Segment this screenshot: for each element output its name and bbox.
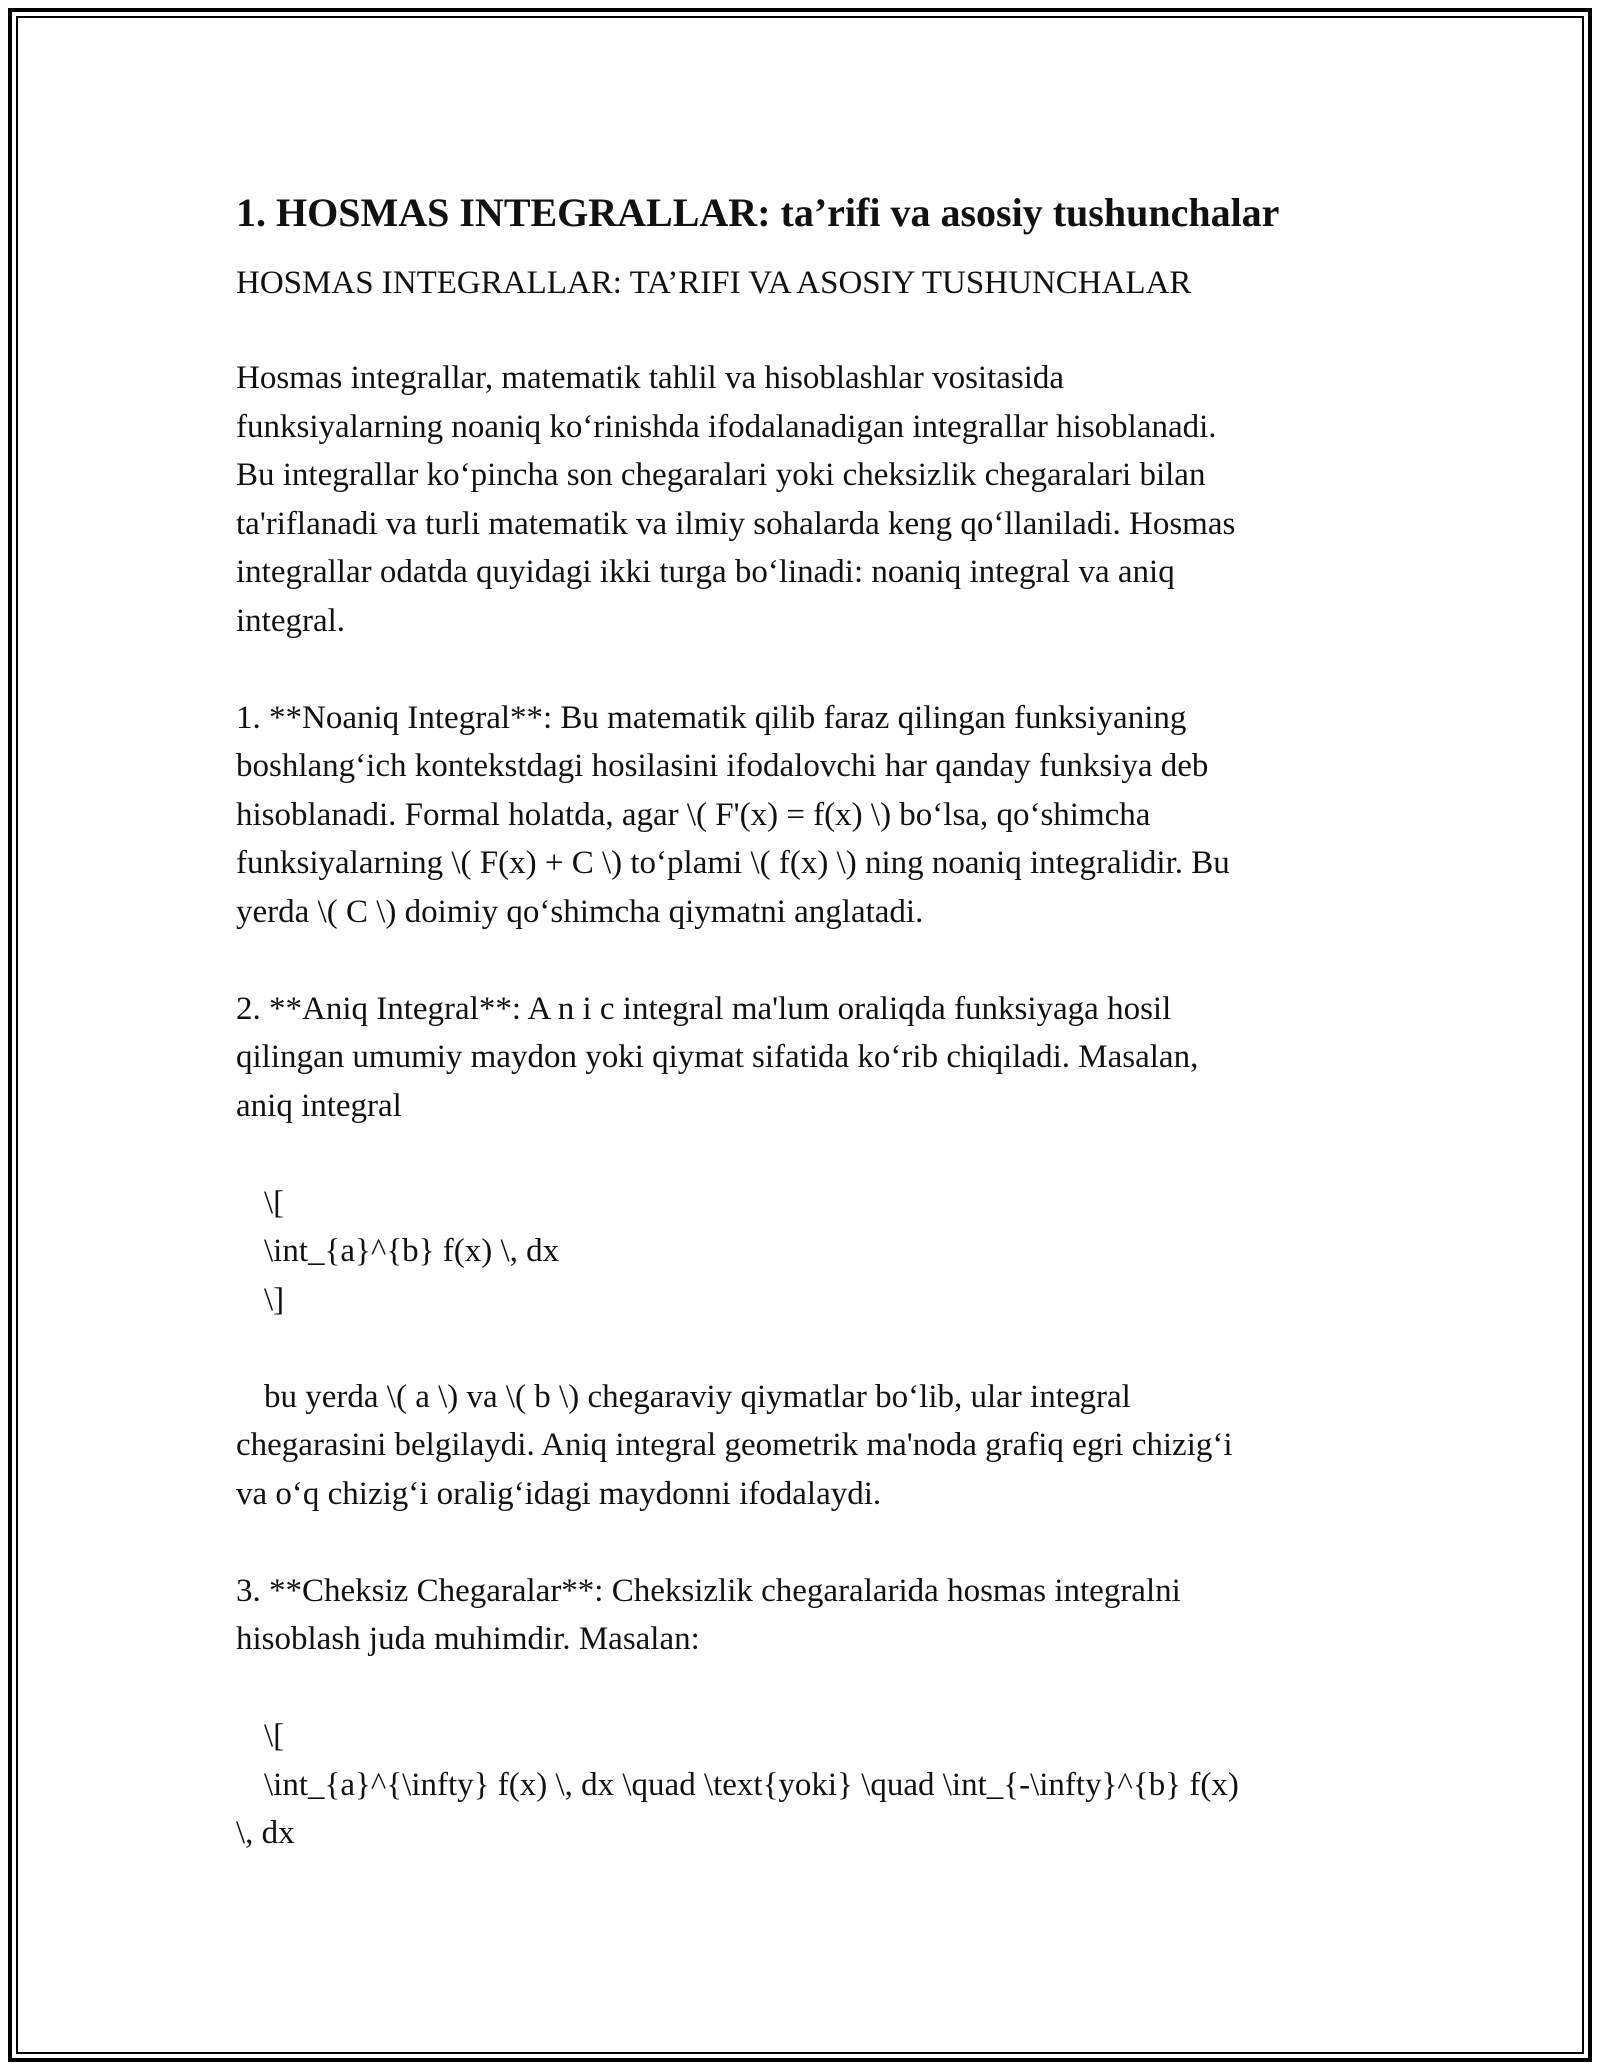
formula-line: \[ <box>264 1718 285 1754</box>
list-item-noaniq-integral <box>236 694 1356 937</box>
formula-line: \[ <box>264 1184 285 1221</box>
formula-line: \] <box>264 1281 285 1318</box>
text-line: funksiyalarning \( F(x) + C \) to‘plami \( f(x) \) ning noaniq integralidir. Bu <box>236 845 1230 881</box>
text-line: Bu integrallar ko‘pincha son chegaralari yoki cheksizlik chegaralari bilan <box>236 457 1206 493</box>
formula-block-improper-integral <box>236 1712 1356 1858</box>
formula-line: \, dx <box>236 1815 295 1851</box>
text-line: funksiyalarning noaniq ko‘rinishda ifodalanadigan integrallar hisoblanadi. <box>236 408 1217 445</box>
text-line: yerda \( C \) doimiy qo‘shimcha qiymatni anglatadi. <box>236 893 924 930</box>
list-item-aniq-integral <box>236 985 1356 1131</box>
text-line: bu yerda \( a \) va \( b \) chegaraviy qiymatlar bo‘lib, ular integral <box>264 1378 1131 1415</box>
text-line: qilingan umumiy maydon yoki qiymat sifatida ko‘rib chiqiladi. Masalan, <box>236 1039 1199 1075</box>
text-line: Hosmas integrallar, matematik tahlil va hisoblashlar vositasida <box>236 360 1065 396</box>
text-line: hisoblanadi. Formal holatda, agar \( F'(x) = f(x) \) bo‘lsa, qo‘shimcha <box>236 796 1151 833</box>
text-line: integrallar odatda quyidagi ikki turga bo‘linadi: noaniq integral va aniq <box>236 554 1175 590</box>
formula-line: \int_{a}^{b} f(x) \, dx <box>264 1233 560 1269</box>
section-heading: 1. HOSMAS INTEGRALLAR: ta’rifi va asosiy tushunchalar <box>236 190 1280 235</box>
text-line: va o‘q chizig‘i oralig‘idagi maydonni ifodalaydi. <box>236 1475 882 1512</box>
text-line: aniq integral <box>236 1087 402 1124</box>
text-line: hisoblash juda muhimdir. Masalan: <box>236 1621 700 1657</box>
document-body <box>236 185 1356 1906</box>
text-line: integral. <box>236 602 346 639</box>
formula-line: \int_{a}^{\infty} f(x) \, dx \quad \text{yoki} \quad \int_{-\infty}^{b} f(x) <box>264 1766 1239 1803</box>
text-line: 2. **Aniq Integral**: A n i c integral ma'lum oraliqda funksiyaga hosil <box>236 990 1172 1027</box>
text-line: ta'riflanadi va turli matematik va ilmiy sohalarda keng qo‘llaniladi. Hosmas <box>236 505 1236 542</box>
formula-explanation <box>236 1373 1356 1519</box>
text-line: 1. **Noaniq Integral**: Bu matematik qilib faraz qilingan funksiyaning <box>236 699 1187 736</box>
section-subtitle: HOSMAS INTEGRALLAR: TA’RIFI VA ASOSIY TUSHUNCHALAR <box>236 265 1192 301</box>
formula-block-definite-integral <box>236 1179 1356 1325</box>
intro-paragraph <box>236 354 1356 645</box>
text-line: chegarasini belgilaydi. Aniq integral geometrik ma'noda grafiq egri chizig‘i <box>236 1427 1233 1463</box>
text-line: 3. **Cheksiz Chegaralar**: Cheksizlik chegaralarida hosmas integralni <box>236 1572 1181 1609</box>
list-item-cheksiz-chegaralar <box>236 1567 1356 1664</box>
text-line: boshlang‘ich kontekstdagi hosilasini ifodalovchi har qanday funksiya deb <box>236 748 1209 784</box>
